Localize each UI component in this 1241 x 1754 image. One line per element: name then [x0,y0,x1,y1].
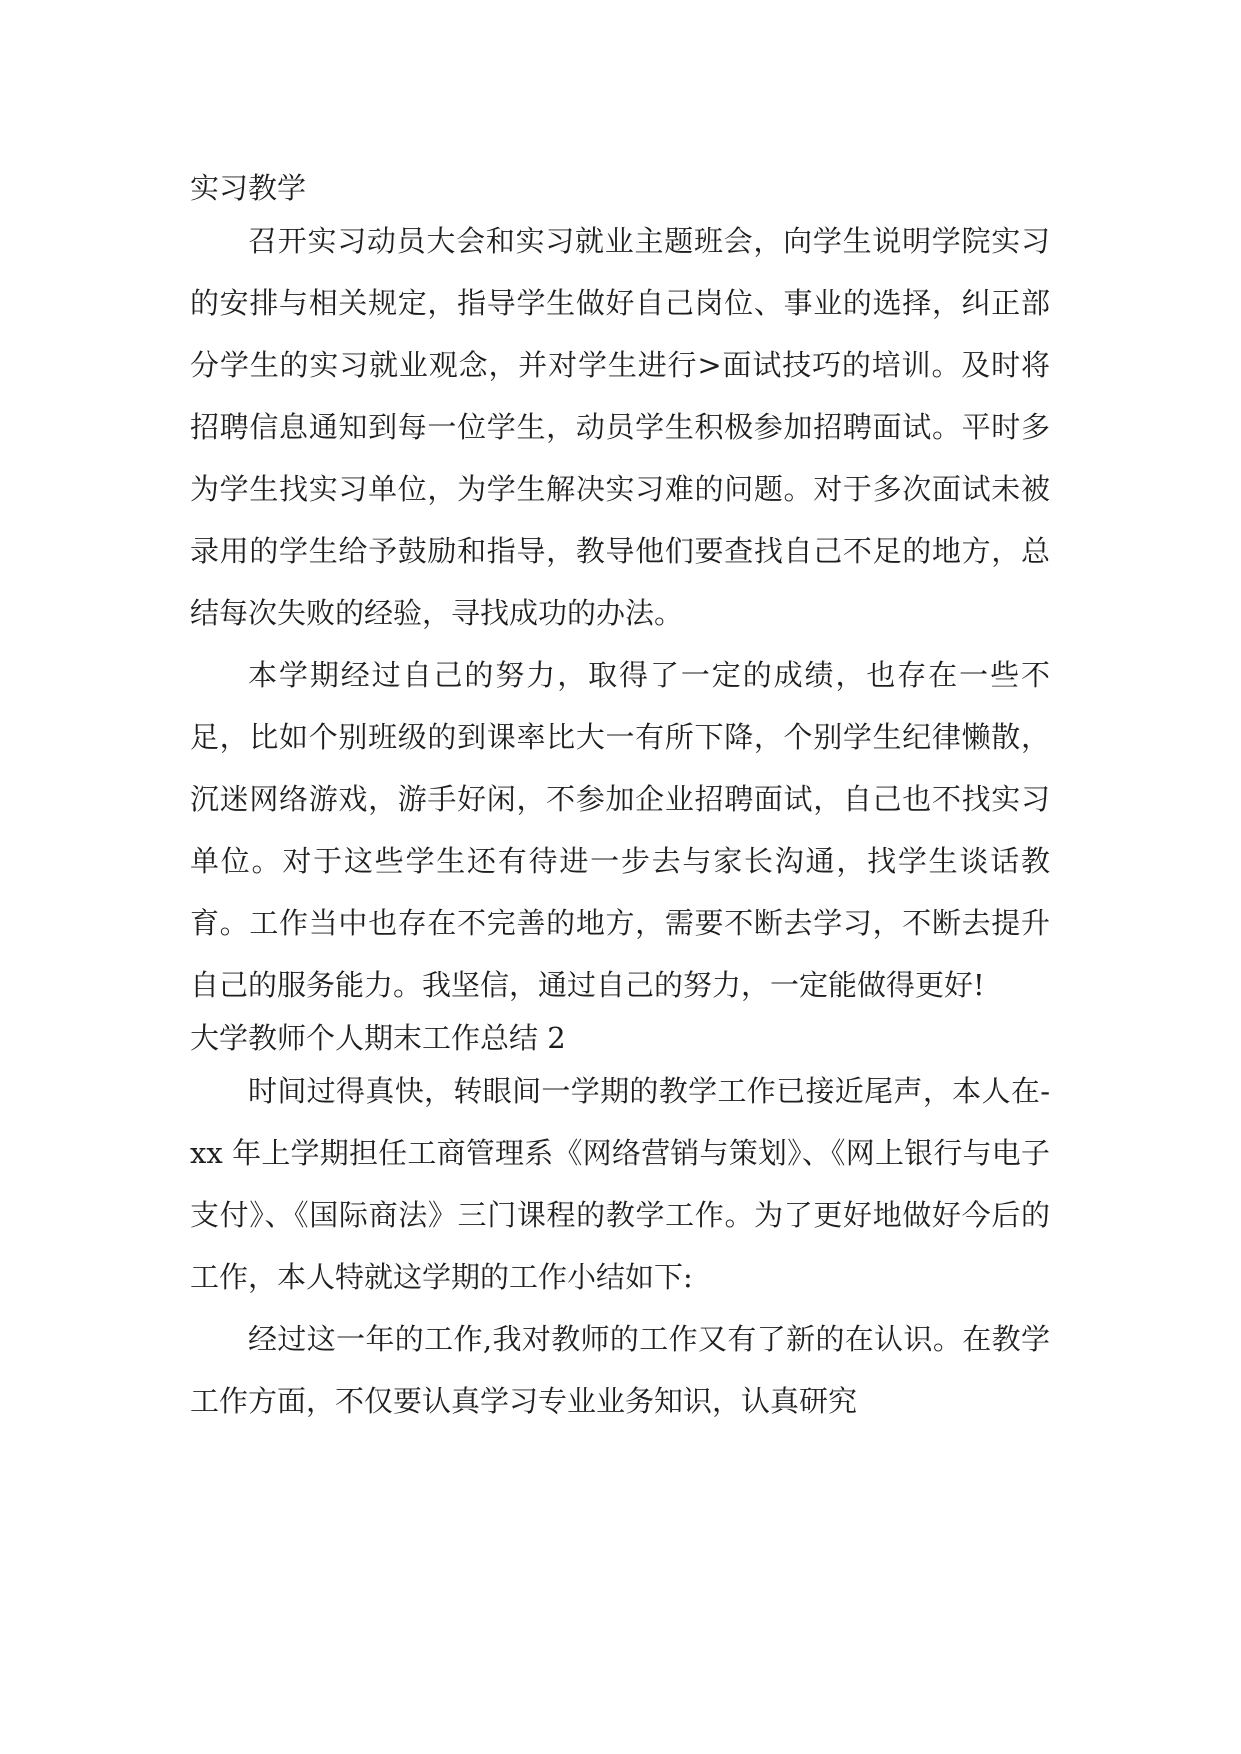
paragraph-course-overview: 时间过得真快，转眼间一学期的教学工作已接近尾声，本人在-xx 年上学期担任工商管理系《网络营销与策划》、《网上银行与电子支付》、《国际商法》三门课程的教学工作。为了更好地做好今后的工作，本人特就这学期的工作小结如下: [190,1074,1050,1294]
paragraph-internship-mobilization: 召开实习动员大会和实习就业主题班会，向学生说明学院实习的安排与相关规定，指导学生做好自己岗位、事业的选择，纠正部分学生的实习就业观念，并对学生进行>面试技巧的培训。及时将招聘信息通知到每一位学生，动员学生积极参加招聘面试。平时多为学生找实习单位，为学生解决实习难的问题。对于多次面试未被录用的学生给予鼓励和指导，教导他们要查找自己不足的地方，总结每次失败的经验，寻找成功的办法。 [190,224,1050,630]
document-body [190,160,1050,1432]
section-heading-internship-teaching: 实习教学 [190,171,307,205]
paragraph-new-understanding: 经过这一年的工作,我对教师的工作又有了新的在认识。在教学工作方面，不仅要认真学习专业业务知识，认真研究 [190,1322,1050,1418]
paragraph-semester-reflection: 本学期经过自己的努力，取得了一定的成绩，也存在一些不足，比如个别班级的到课率比大一有所下降，个别学生纪律懒散，沉迷网络游戏，游手好闲，不参加企业招聘面试，自己也不找实习单位。对于这些学生还有待进一步去与家长沟通，找学生谈话教育。工作当中也存在不完善的地方，需要不断去学习，不断去提升自己的服务能力。我坚信，通过自己的努力，一定能做得更好! [190,658,1050,1002]
section-heading-summary-2: 大学教师个人期末工作总结 2 [190,1021,566,1055]
